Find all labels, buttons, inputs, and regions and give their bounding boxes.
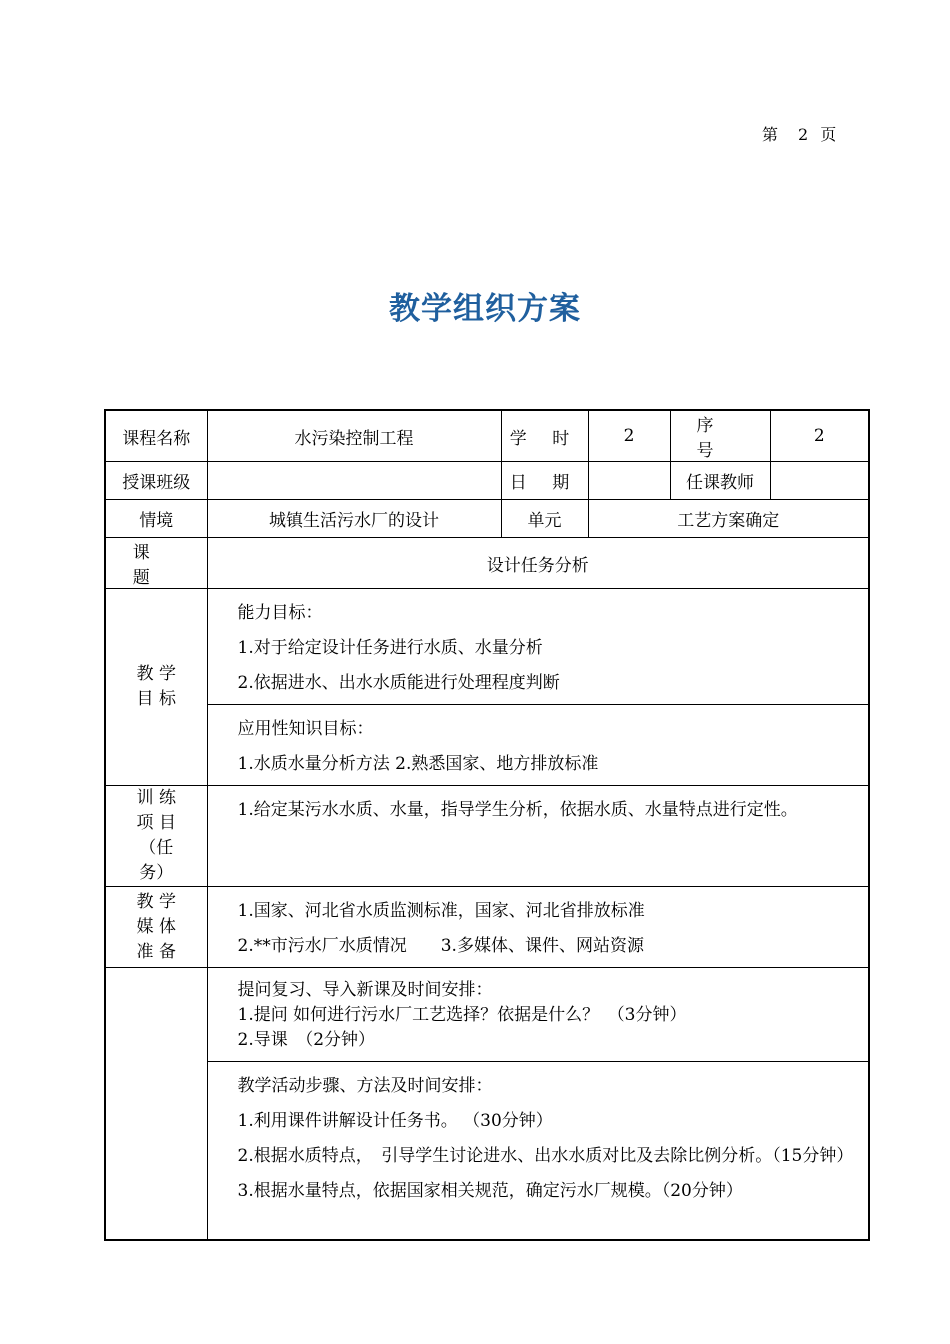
training-label-line: 务） <box>139 863 174 883</box>
media-item: 2.**市污水厂水质情况 3.多媒体、课件、网站资源 <box>237 936 644 956</box>
context-label: 情境 <box>105 500 207 538</box>
seq-label: 序 号 <box>670 410 770 462</box>
table-row <box>105 786 869 887</box>
review-title: 提问复习、导入新课及时间安排： <box>237 980 493 1000</box>
seq-value: 2 <box>770 410 869 462</box>
training-content <box>207 786 869 887</box>
training-label-line: 项 目 <box>136 813 176 833</box>
knowledge-title: 应用性知识目标： <box>237 719 374 739</box>
media-item: 1.国家、河北省水质监测标准，国家、河北省排放标准 <box>237 901 645 921</box>
activities-title: 教学活动步骤、方法及时间安排： <box>237 1076 493 1096</box>
table-row <box>105 705 869 786</box>
table-row <box>105 462 869 500</box>
class-value <box>207 462 501 500</box>
table-row <box>105 410 869 462</box>
page-number-suffix: 页 <box>820 125 837 144</box>
page-number-prefix: 第 <box>762 125 779 144</box>
media-label-line: 准 备 <box>136 941 176 962</box>
media-label-line: 教 学 <box>136 891 176 912</box>
table-row <box>105 1062 869 1240</box>
ability-title: 能力目标： <box>237 603 323 623</box>
media-label-line: 媒 体 <box>136 916 176 937</box>
objectives-label-line: 教 学 <box>136 664 176 684</box>
course-name-label: 课程名称 <box>105 410 207 462</box>
review-item: 1.提问 如何进行污水厂工艺选择？依据是什么？ （3分钟） <box>237 1005 687 1025</box>
knowledge-objectives <box>207 705 869 786</box>
objectives-label-line: 目 标 <box>136 689 176 709</box>
training-label-line: 训 练 <box>136 788 176 808</box>
page-number-value: 2 <box>798 125 809 144</box>
table-row <box>105 589 869 705</box>
date-label: 日 期 <box>501 462 588 500</box>
media-label <box>105 887 207 968</box>
page-title: 教学组织方案 <box>389 291 581 327</box>
activities-item: 1.利用课件讲解设计任务书。 （30分钟） <box>237 1111 553 1131</box>
context-value: 城镇生活污水厂的设计 <box>207 500 501 538</box>
teacher-value <box>770 462 869 500</box>
table-row <box>105 968 869 1062</box>
teacher-label: 任课教师 <box>670 462 770 500</box>
ability-item: 2.依据进水、出水水质能进行处理程度判断 <box>237 673 560 693</box>
date-value <box>588 462 670 500</box>
activities-content <box>207 1062 869 1240</box>
hours-label: 学 时 <box>501 410 588 462</box>
media-content <box>207 887 869 968</box>
page-number <box>762 122 836 145</box>
process-label <box>105 968 207 1240</box>
training-text: 1.给定某污水水质、水量，指导学生分析，依据水质、水量特点进行定性。 <box>237 800 798 820</box>
activities-item: 2.根据水质特点， 引导学生讨论进水、出水水质对比及去除比例分析。（15分钟） <box>237 1146 854 1166</box>
course-name-value: 水污染控制工程 <box>207 410 501 462</box>
table-row <box>105 538 869 589</box>
table-row <box>105 500 869 538</box>
topic-label: 课 题 <box>105 538 207 589</box>
unit-label: 单元 <box>501 500 588 538</box>
ability-objectives <box>207 589 869 705</box>
objectives-label <box>105 589 207 786</box>
teaching-plan-table <box>104 409 870 1241</box>
ability-item: 1.对于给定设计任务进行水质、水量分析 <box>237 638 543 658</box>
training-label-line: （任 <box>139 838 174 858</box>
class-label: 授课班级 <box>105 462 207 500</box>
review-content <box>207 968 869 1062</box>
table-row <box>105 887 869 968</box>
knowledge-item: 1.水质水量分析方法 2.熟悉国家、地方排放标准 <box>237 754 599 774</box>
unit-value: 工艺方案确定 <box>588 500 869 538</box>
activities-item: 3.根据水量特点，依据国家相关规范，确定污水厂规模。（20分钟） <box>237 1181 743 1201</box>
topic-value: 设计任务分析 <box>207 538 869 589</box>
training-label <box>105 786 207 887</box>
hours-value: 2 <box>588 410 670 462</box>
review-item: 2.导课 （2分钟） <box>237 1030 376 1050</box>
